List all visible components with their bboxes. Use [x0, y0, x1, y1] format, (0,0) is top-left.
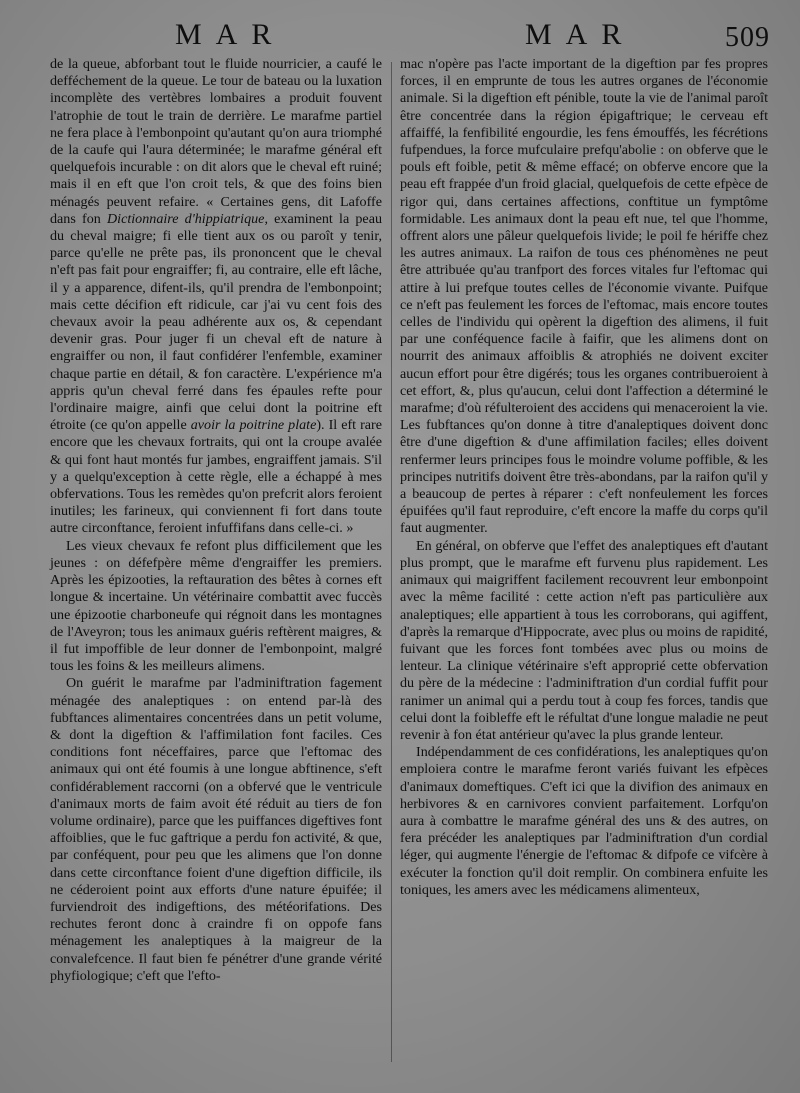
- left-paragraph-1: [50, 56, 382, 538]
- left-paragraph-3: On guérit le marafme par l'adminiftration fagement ménagée des analeptiques : on entend par-là des fubftances alimentaires concentrées dans un petit volume, & dont la digeftion & l'affimilation font faciles. Ces conditions font néceffaires, parce que l'eftomac des animaux qui ont été foumis à une longue abftinence, s'eft confidérablement raccorni (on a obfervé que le ventricule d'animaux morts de faim avoit été réduit au tiers de fon volume ordinaire), parce que les puiffances digeftives font affoiblies, que le fuc gaftrique a perdu fon activité, & que, par conféquent, pour peu que les alimens que l'on donne dans cette circonftance foient d'une digeftion difficile, ils ne céderoient point aux efforts d'une nature épuifée; il furviendroit des indigeftions, des météorifations. Des rechutes feront donc à craindre fi on oppofe fans ménagement les analeptiques à la maigreur de la convalefcence. Il faut bien fe pénétrer d'une grande vérité phyfiologique; c'eft que l'efto-: [50, 675, 382, 984]
- quote-end: ). Il eft rare encore que les chevaux fortraits, qui ont la croupe avalée & qui font haut montés fur jambes, engraiffent jamais. S'il y a quelqu'exception à cette règle, elle a échappé à mes obfervations. Tous les remèdes qu'on prefcrit alors feroient inutiles; les farineux, qui conviennent fi fort dans toute autre circonftance, feroient infuffifans dans celle-ci. »: [50, 417, 383, 537]
- right-paragraph-1: mac n'opère pas l'acte important de la digeftion par fes propres forces, il en emprunte de tous les autres organes de l'économie animale. Si la digeftion eft pénible, toute la vie de l'animal paroît être concentrée dans la région épigaftrique; le cerveau eft affaiffé, la fenfibilité engourdie, les fens émouffés, les fécrétions fufpendues, la force mufculaire prefqu'abolie : on obferve que le pouls eft foible, petit & même effacé; on obferve encore que la peau eft frappée d'un froid glacial, quelquefois de cette efpèce de rigor qui, dans certaines affections, conftitue un fymptôme formidable. Les animaux dont la peau eft nue, tel que l'homme, offrent alors une pâleur quelquefois livide; le poil fe hériffe chez les autres animaux. La raifon de tous ces phénomènes ne peut être attribuée qu'au tranfport des forces vitales fur l'eftomac qui attire à lui prefque toutes celles de l'économie vivante. Puifque ce n'eft pas feulement les forces de l'eftomac, mais encore toutes celles de l'individu qui opèrent la digeftion des alimens, il fuit par une conféquence facile à faifir, que les alimens dont on nourrit des animaux affoiblis & atrophiés ne doivent exciter aucun effort pour être digérés; tous les organes contribueroient à cet effort, &, plus qu'aucun, celui dont l'affection a déterminé le marafme; d'où réfulteroient des accidens qui menaceroient la vie. Les fubftances qu'on donne à titre d'analeptiques doivent donc être d'une digeftion & d'une affimilation faciles; elles doivent renfermer leurs principes fous le moindre volume poffible, & les principes nutritifs doivent être très-abondans, par la raifon qu'il y a beaucoup de pertes à réparer : c'eft nonfeulement les forces épuifées qu'il faut reproduire, c'eft encore la maffe du corps qu'il faut augmenter.: [400, 56, 768, 537]
- header-right-title: MAR: [525, 18, 636, 51]
- column-divider: [391, 62, 392, 1062]
- left-paragraph-1-text: de la queue, abforbant tout le fluide nourricier, a caufé le defféchement de la queue. Le tour de bateau ou la luxation incomplète des vertèbres lombaires a produit fouvent l'atrophie de tout le train de derrière. Le marafme partiel ne fera place à l'embonpoint qu'autant qu'on aura triomphé de la caufe qui l'aura déterminée; le marafme général eft quelquefois incurable : on dit alors que le cheval eft ruiné; mais il en eft que l'on croit tels, & que des foins bien ménagés peuvent refaire.: [50, 56, 382, 210]
- quote-italic-phrase: avoir la poitrine plate: [190, 417, 317, 434]
- quote-work-title: Dictionnaire d'hippiatrique: [107, 210, 265, 227]
- right-paragraph-3: Indépendamment de ces confidérations, les analeptiques qu'on emploiera contre le marafme feront variés fuivant les efpèces d'animaux domeftiques. C'eft ici que la divifion des animaux en herbivores & en carnivores convient parfaitement. Lorfqu'on aura à combattre le marafme général des uns & des autres, on fera précéder les analeptiques par l'adminiftration d'un cordial léger, qui augmente l'énergie de l'eftomac & difpofe ce vifcère à exécuter la fonction qu'il doit remplir. On combinera enfuite les toniques, les amers avec les médicamens alimenteux,: [400, 744, 768, 898]
- quote-intro: « Certaines gens, dit Lafoffe dans fon: [50, 193, 382, 227]
- page-number: 509: [725, 22, 770, 53]
- running-header: [40, 18, 784, 54]
- left-paragraph-2: Les vieux chevaux fe refont plus difficilement que les jeunes : on défefpère même d'engraiffer les premiers. Après les épizooties, la reftauration des bêtes à cornes eft longue & incertaine. Un vétérinaire combattit avec fuccès une épizootie charboneufe qui régnoit dans les montagnes de l'Aveyron; tous les animaux guéris reftèrent maigres, & il fut impoffible de leur donner de l'embonpoint, malgré tous les foins & les meilleurs alimens.: [50, 537, 382, 675]
- right-column: [400, 56, 768, 899]
- header-left-title: MAR: [175, 18, 286, 51]
- quote-body: , examinent la peau du cheval maigre; fi elle tient aux os ou paroît y tenir, parce qu'elle ne prête pas, ils prononcent que le cheval n'eft pas fait pour engraiffer; fi, au contraire, elle eft lâche, il y a apparence, difent-ils, qu'il prendra de l'embonpoint; mais cette décifion eft ridicule, car j'ai vu cent fois des chevaux avoir la peau adhérente aux os, & cependant devenir gras. Pour juger fi un cheval eft de nature à engraiffer ou non, il faut confidérer l'enfemble, examiner chaque partie en détail, & fon caractère. L'expérience m'a appris qu'un cheval ferré dans fes épaules refte pour l'ordinaire maigre, ainfi que celui dont la poitrine eft étroite (ce qu'on appelle: [50, 210, 382, 434]
- right-paragraph-2: En général, on obferve que l'effet des analeptiques eft d'autant plus prompt, que le marafme eft furvenu plus rapidement. Les animaux qui maigriffent facilement recouvrent leur embonpoint avec la même facilité : cette action n'eft pas particulière aux analeptiques; elle appartient à tous les corroborans, qui agiffent, d'après la remarque d'Hippocrate, avec plus ou moins de rapidité, fuivant que les forces font tombées avec plus ou moins de lenteur. La clinique vétérinaire s'eft approprié cette obfervation du père de la médecine : l'adminiftration d'un cordial fuffit pour ranimer un animal qui a perdu tout à coup fes forces, tandis que celui dont la foibleffe eft le réfultat d'une longue maladie ne peut revenir à fon état antérieur qu'avec la plus grande lenteur.: [400, 537, 768, 743]
- left-column: [50, 56, 382, 985]
